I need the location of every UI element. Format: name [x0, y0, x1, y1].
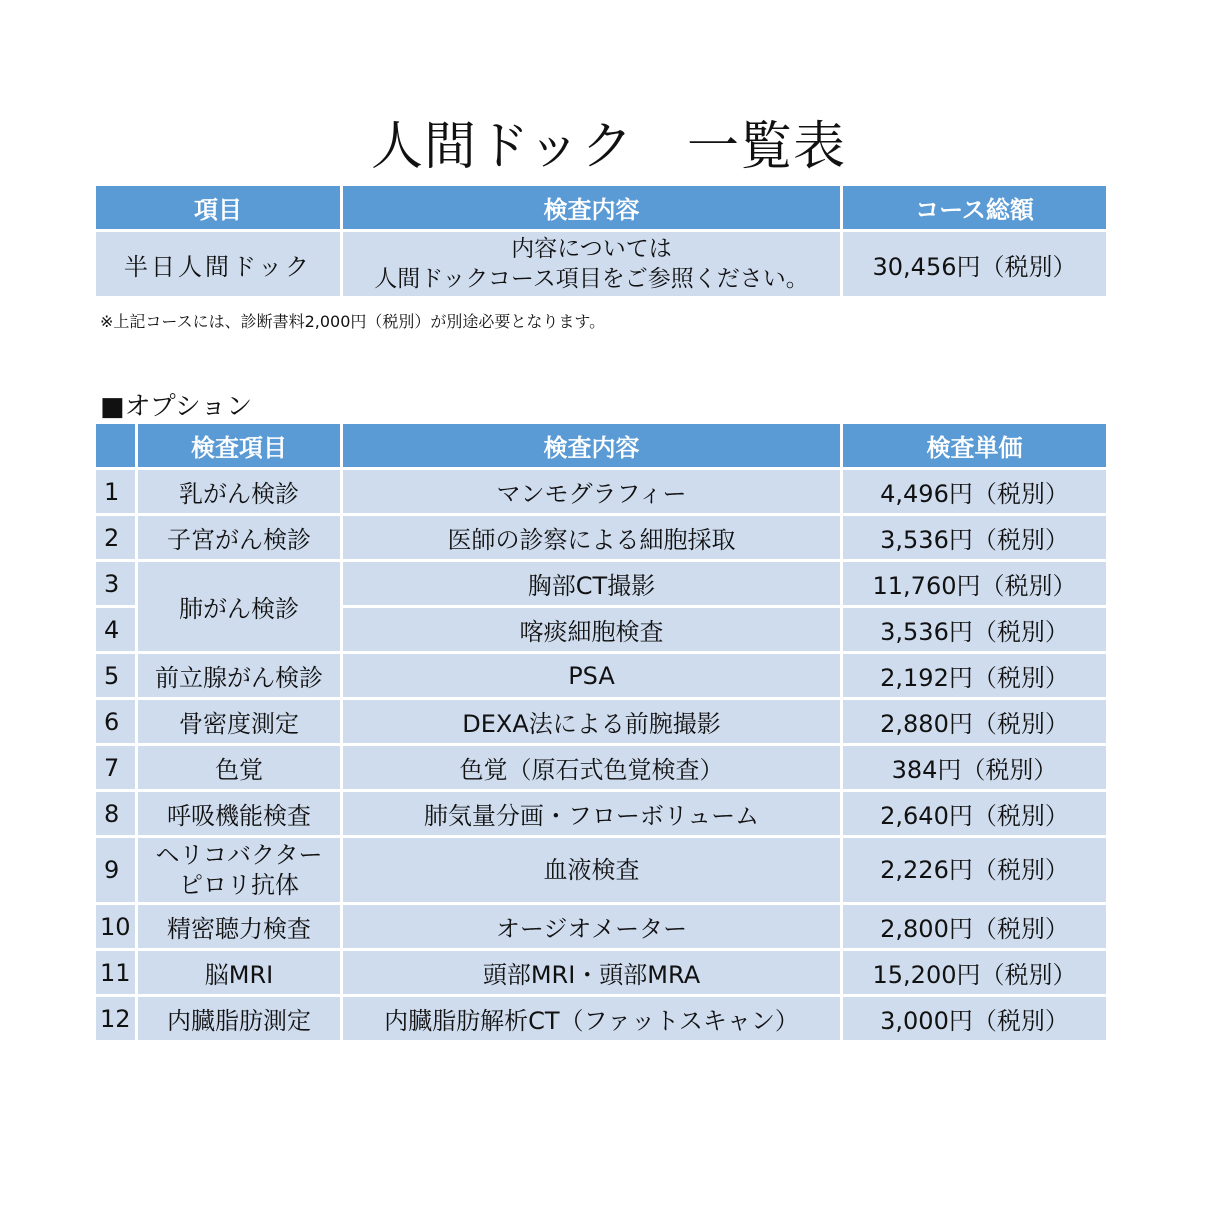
row-item-line2: ピロリ抗体	[179, 871, 299, 899]
course-content-line2: 人間ドックコース項目をご参照ください。	[374, 266, 809, 292]
options-heading: ■オプション	[100, 392, 253, 422]
row-price: 3,536円（税別）	[843, 516, 1106, 559]
row-number: 12	[96, 997, 135, 1040]
row-item: 精密聴力検査	[138, 905, 340, 948]
row-item: 前立腺がん検診	[138, 654, 340, 697]
row-number: 6	[96, 700, 135, 743]
row-item: 脳MRI	[138, 951, 340, 994]
row-number: 9	[96, 838, 135, 902]
row-item: 肺がん検診	[138, 562, 340, 651]
row-number: 2	[96, 516, 135, 559]
row-number: 7	[96, 746, 135, 789]
table-row	[96, 838, 1106, 902]
row-content: マンモグラフィー	[343, 470, 840, 513]
row-price: 2,640円（税別）	[843, 792, 1106, 835]
row-content: 内臓脂肪解析CT（ファットスキャン）	[343, 997, 840, 1040]
row-item: 骨密度測定	[138, 700, 340, 743]
header-price: 検査単価	[843, 424, 1106, 467]
row-price: 2,800円（税別）	[843, 905, 1106, 948]
row-content: 頭部MRI・頭部MRA	[343, 951, 840, 994]
row-price: 384円（税別）	[843, 746, 1106, 789]
header-item: 検査項目	[138, 424, 340, 467]
row-item: 呼吸機能検査	[138, 792, 340, 835]
row-content: 胸部CT撮影	[343, 562, 840, 605]
table-row	[96, 997, 1106, 1040]
row-item	[138, 838, 340, 902]
table-row	[96, 792, 1106, 835]
course-row	[96, 232, 1106, 296]
course-item: 半日人間ドック	[96, 232, 340, 296]
row-item-line1: ヘリコバクター	[155, 841, 323, 869]
header-number	[96, 424, 135, 467]
table-row	[96, 746, 1106, 789]
page-title: 人間ドック 一覧表	[371, 117, 846, 177]
course-note: ※上記コースには、診断書料2,000円（税別）が別途必要となります。	[100, 312, 606, 331]
row-item: 色覚	[138, 746, 340, 789]
course-content	[343, 232, 840, 296]
row-number: 4	[96, 608, 135, 651]
row-price: 4,496円（税別）	[843, 470, 1106, 513]
options-header-row	[96, 424, 1106, 467]
row-number: 1	[96, 470, 135, 513]
table-row	[96, 654, 1106, 697]
table-row	[96, 905, 1106, 948]
course-price: 30,456円（税別）	[843, 232, 1106, 296]
row-price: 3,536円（税別）	[843, 608, 1106, 651]
course-content-line1: 内容については	[511, 236, 672, 262]
row-price: 2,192円（税別）	[843, 654, 1106, 697]
row-content: 肺気量分画・フローボリューム	[343, 792, 840, 835]
row-price: 2,880円（税別）	[843, 700, 1106, 743]
row-content: 医師の診察による細胞採取	[343, 516, 840, 559]
table-row	[96, 516, 1106, 559]
row-price: 3,000円（税別）	[843, 997, 1106, 1040]
row-price: 11,760円（税別）	[843, 562, 1106, 605]
header-content: 検査内容	[343, 186, 840, 229]
row-content: 血液検査	[343, 838, 840, 902]
row-number: 3	[96, 562, 135, 605]
options-table	[93, 421, 1109, 1043]
row-item: 内臓脂肪測定	[138, 997, 340, 1040]
row-price: 15,200円（税別）	[843, 951, 1106, 994]
table-row	[96, 562, 1106, 605]
row-content: 喀痰細胞検査	[343, 608, 840, 651]
row-content: オージオメーター	[343, 905, 840, 948]
table-row	[96, 700, 1106, 743]
course-header-row	[96, 186, 1106, 229]
table-row	[96, 470, 1106, 513]
row-item: 乳がん検診	[138, 470, 340, 513]
row-content: PSA	[343, 654, 840, 697]
row-price: 2,226円（税別）	[843, 838, 1106, 902]
row-number: 10	[96, 905, 135, 948]
header-item: 項目	[96, 186, 340, 229]
row-content: 色覚（原石式色覚検査）	[343, 746, 840, 789]
row-number: 8	[96, 792, 135, 835]
header-total: コース総額	[843, 186, 1106, 229]
row-number: 11	[96, 951, 135, 994]
table-row	[96, 951, 1106, 994]
row-item: 子宮がん検診	[138, 516, 340, 559]
row-content: DEXA法による前腕撮影	[343, 700, 840, 743]
header-content: 検査内容	[343, 424, 840, 467]
course-table	[93, 183, 1109, 299]
row-number: 5	[96, 654, 135, 697]
